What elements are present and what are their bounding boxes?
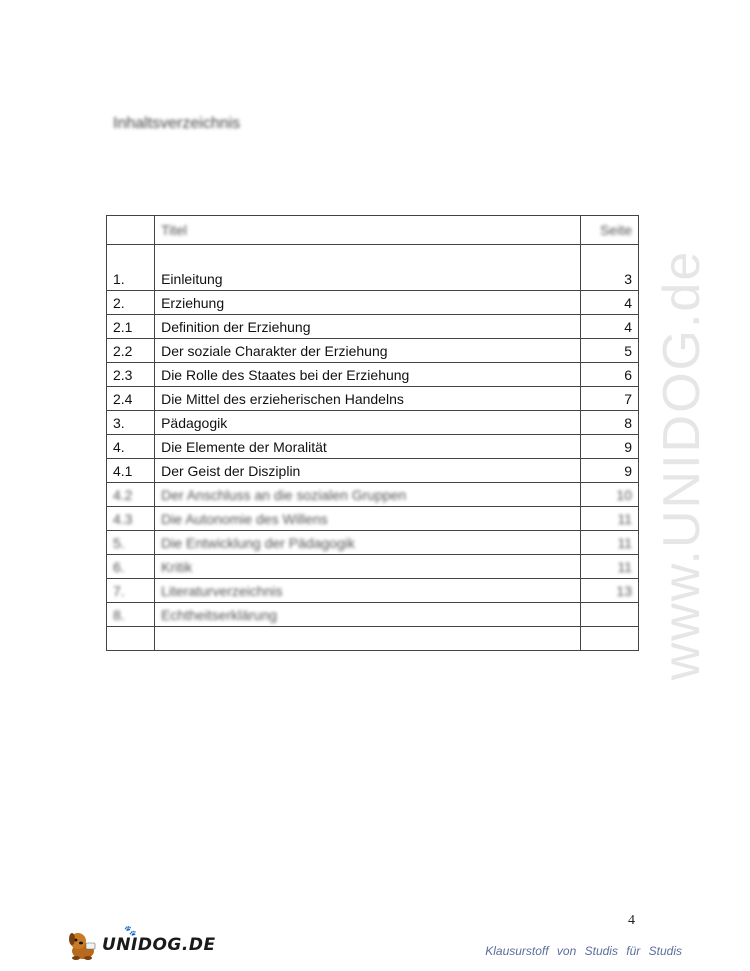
toc-row-num: 8.: [107, 603, 155, 627]
toc-row-blurred: [107, 531, 639, 555]
toc-row-title: Kritik: [155, 555, 581, 579]
toc-row-title: Einleitung: [155, 267, 581, 291]
toc-row-num: 7.: [107, 579, 155, 603]
toc-row: [107, 315, 639, 339]
toc-row-title: Definition der Erziehung: [155, 315, 581, 339]
toc-header-title: Titel: [155, 216, 581, 245]
toc-table: [106, 215, 639, 651]
toc-heading: Inhaltsverzeichnis: [113, 115, 241, 132]
toc-row-title: Pädagogik: [155, 411, 581, 435]
toc-row-num: 2.1: [107, 315, 155, 339]
toc-header-row: [107, 216, 639, 245]
toc-row-title: Die Entwicklung der Pädagogik: [155, 531, 581, 555]
toc-row-blurred: [107, 627, 639, 651]
toc-row-num: 1.: [107, 267, 155, 291]
logo-text: UNIDOG.DE: [102, 935, 216, 955]
toc-row: [107, 435, 639, 459]
toc-row: [107, 411, 639, 435]
toc-row-num: 4.2: [107, 483, 155, 507]
toc-row-num: 2.3: [107, 363, 155, 387]
toc-row-blurred: [107, 603, 639, 627]
toc-row-num: 6.: [107, 555, 155, 579]
toc-row-page: 10: [580, 483, 638, 507]
toc-row: [107, 459, 639, 483]
toc-row-title: Die Rolle des Staates bei der Erziehung: [155, 363, 581, 387]
toc-row: [107, 339, 639, 363]
toc-row-title: Der Anschluss an die sozialen Gruppen: [155, 483, 581, 507]
toc-row: [107, 267, 639, 291]
toc-row-page: 11: [580, 531, 638, 555]
toc-row-title: Der soziale Charakter der Erziehung: [155, 339, 581, 363]
toc-row-num: 2.: [107, 291, 155, 315]
toc-row-blurred: [107, 555, 639, 579]
toc-row-title: Der Geist der Disziplin: [155, 459, 581, 483]
toc-row-title: Erziehung: [155, 291, 581, 315]
page-number: 4: [628, 913, 635, 928]
dog-mascot-icon: [66, 929, 100, 961]
toc-row-page: 11: [580, 555, 638, 579]
toc-row-page: [580, 603, 638, 627]
toc-row-page: 3: [580, 267, 638, 291]
toc-row: [107, 363, 639, 387]
toc-spacer-row: [107, 245, 639, 268]
toc-row-title: Echtheitserklärung: [155, 603, 581, 627]
toc-row-num: 2.2: [107, 339, 155, 363]
toc-row-page: 7: [580, 387, 638, 411]
toc-row-title: Die Mittel des erzieherischen Handelns: [155, 387, 581, 411]
toc-row-num: 3.: [107, 411, 155, 435]
toc-row-blurred: [107, 483, 639, 507]
toc-row-num: [107, 627, 155, 651]
toc-header-page: Seite: [580, 216, 638, 245]
footer-slogan: Klausurstoff von Studis für Studis: [485, 944, 682, 958]
toc-row-num: 5.: [107, 531, 155, 555]
toc-row-title: Die Elemente der Moralität: [155, 435, 581, 459]
toc-row-title: Literaturverzeichnis: [155, 579, 581, 603]
toc-row-blurred: [107, 507, 639, 531]
toc-row-num: 4.1: [107, 459, 155, 483]
watermark: www.UNIDOG.de: [653, 249, 711, 681]
toc-row-page: 8: [580, 411, 638, 435]
toc-row-num: 4.: [107, 435, 155, 459]
toc-row-page: 9: [580, 459, 638, 483]
toc-row-page: 9: [580, 435, 638, 459]
toc-row-page: 4: [580, 315, 638, 339]
toc-row: [107, 387, 639, 411]
toc-row-page: 6: [580, 363, 638, 387]
toc-row: [107, 291, 639, 315]
toc-row-num: 2.4: [107, 387, 155, 411]
toc-spacer-cell: [580, 245, 638, 268]
toc-row-title: Die Autonomie des Willens: [155, 507, 581, 531]
paw-icon: 🐾: [124, 926, 137, 937]
unidog-logo[interactable]: [66, 928, 216, 962]
toc-spacer-cell: [107, 245, 155, 268]
toc-row-page: 5: [580, 339, 638, 363]
toc-row-title: [155, 627, 581, 651]
toc-row-page: [580, 627, 638, 651]
toc-row-page: 11: [580, 507, 638, 531]
toc-row-page: 4: [580, 291, 638, 315]
toc-header-num: [107, 216, 155, 245]
toc-spacer-cell: [155, 245, 581, 268]
toc-row-blurred: [107, 579, 639, 603]
toc-row-num: 4.3: [107, 507, 155, 531]
toc-row-page: 13: [580, 579, 638, 603]
